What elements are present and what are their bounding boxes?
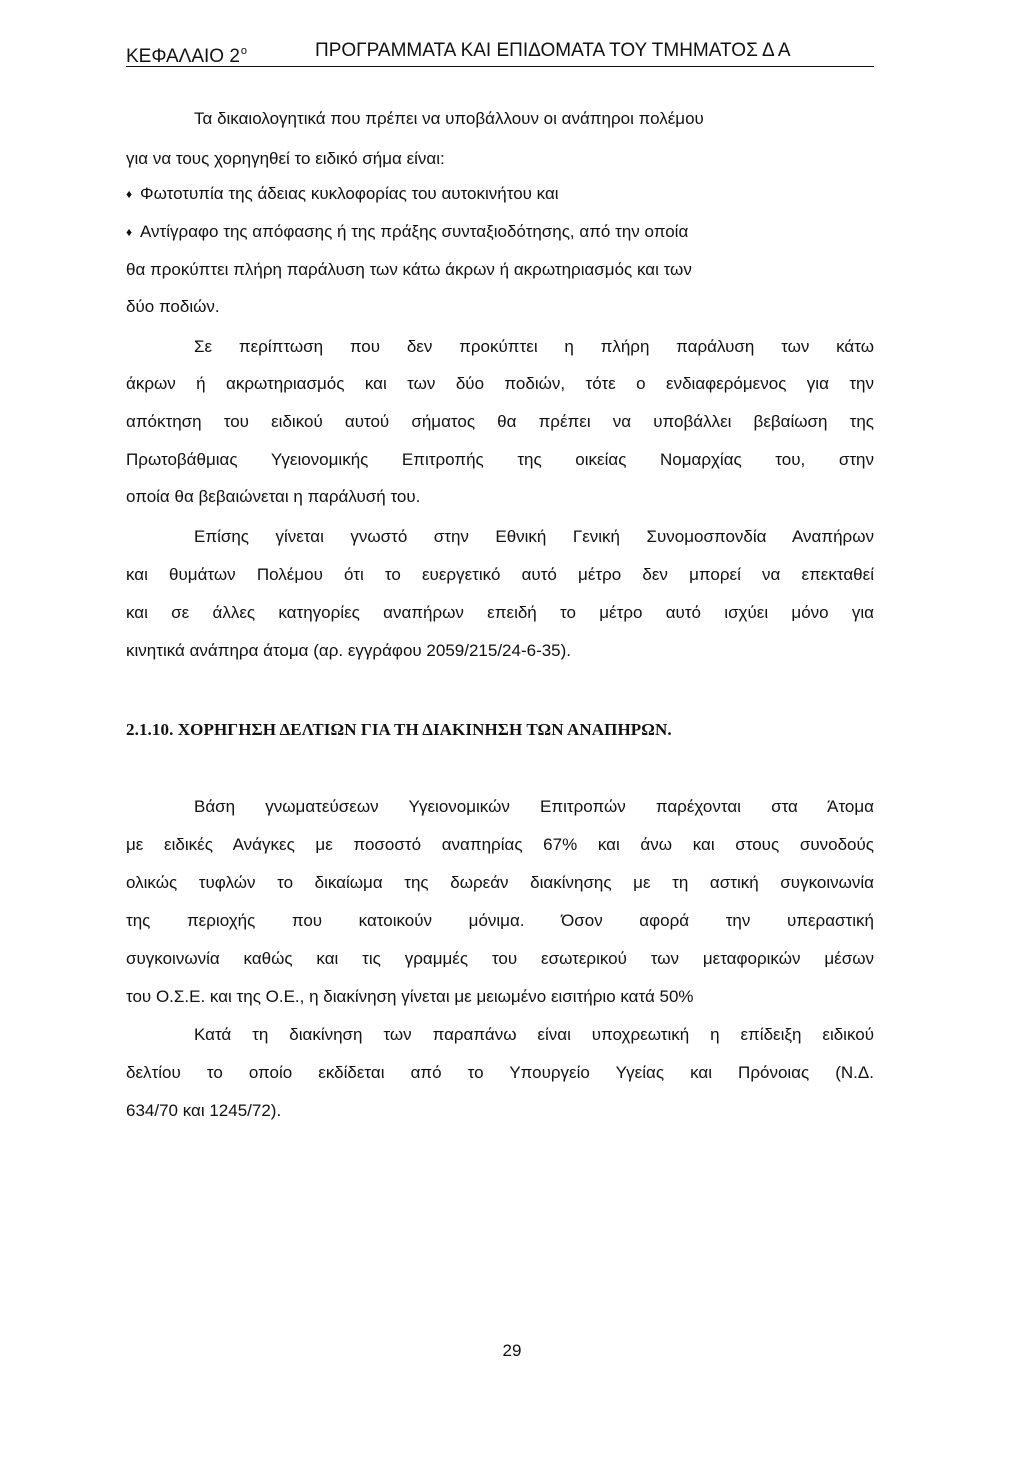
text-line: συγκοινωνία καθώς και τις γραμμές του εσωτερικού των μεταφορικών μέσων <box>126 949 874 968</box>
text-line: δελτίου το οποίο εκδίδεται από το Υπουργείο Υγείας και Πρόνοιας (Ν.Δ. <box>126 1063 874 1082</box>
text-line: Βάση γνωματεύσεων Υγειονομικών Επιτροπών παρέχονται στα Άτομα <box>194 797 874 816</box>
text-line: Κατά τη διακίνηση των παραπάνω είναι υποχρεωτική η επίδειξη ειδικού <box>194 1025 874 1044</box>
running-header <box>126 40 874 67</box>
diamond-bullet-icon: ♦ <box>126 187 133 201</box>
text-line: του Ο.Σ.Ε. και της Ο.Ε., η διακίνηση γίνεται με μειωμένο εισιτήριο κατά 50% <box>126 987 694 1006</box>
chapter-superscript: ο <box>240 45 248 57</box>
text-line: της περιοχής που κατοικούν μόνιμα. Όσον αφορά την υπεραστική <box>126 911 874 930</box>
text-line: Σε περίπτωση που δεν προκύπτει η πλήρη παράλυση των κάτω <box>194 337 874 356</box>
page-number: 29 <box>502 1341 522 1360</box>
text-line: ολικώς τυφλών το δικαίωμα της δωρεάν διακίνησης με τη αστική συγκοινωνία <box>126 873 874 892</box>
chapter-label: ΚΕΦΑΛΑΙΟ $2^o$ <box>126 45 248 67</box>
bullet-continuation: δύο ποδιών. <box>126 297 220 316</box>
text-line: Τα δικαιολογητικά που πρέπει να υποβάλλουν οι ανάπηροι πολέμου <box>194 109 704 128</box>
text-line: άκρων ή ακρωτηριασμός και των δύο ποδιών, τότε ο ενδιαφερόμενος για την <box>126 374 874 393</box>
bullet-continuation: θα προκύπτει πλήρη παράλυση των κάτω άκρων ή ακρωτηριασμός και των <box>126 260 692 279</box>
text-line: για να τους χορηγηθεί το ειδικό σήμα είναι: <box>126 149 445 168</box>
bullet-item <box>126 221 874 243</box>
text-line: Πρωτοβάθμιας Υγειονομικής Επιτροπής της οικείας Νομαρχίας του, στην <box>126 450 874 469</box>
bullet-text: Φωτοτυπία της άδειας κυκλοφορίας του αυτοκινήτου και <box>140 184 559 203</box>
text-line: 634/70 και 1245/72). <box>126 1101 282 1120</box>
text-line: και θυμάτων Πολέμου ότι το ευεργετικό αυτό μέτρο δεν μπορεί να επεκταθεί <box>126 565 874 584</box>
bullet-text: Αντίγραφο της απόφασης ή της πράξης συνταξιοδότησης, από την οποία <box>140 222 689 241</box>
section-heading: 2.1.10. ΧΟΡΗΓΗΣΗ ΔΕΛΤΙΩΝ ΓΙΑ ΤΗ ΔΙΑΚΙΝΗΣΗ ΤΩΝ ΑΝΑΠΗΡΩΝ. <box>126 720 672 739</box>
header-title: ΠΡΟΓΡΑΜΜΑΤΑ ΚΑΙ ΕΠΙΔΟΜΑΤΑ ΤΟΥ ΤΜΗΜΑΤΟΣ Δ Α <box>315 40 791 61</box>
text-line: κινητικά ανάπηρα άτομα (αρ. εγγράφου 2059/215/24-6-35). <box>126 641 572 660</box>
text-line: με ειδικές Ανάγκες με ποσοστό αναπηρίας 67% και άνω και στους συνοδούς <box>126 835 874 854</box>
text-line: απόκτηση του ειδικού αυτού σήματος θα πρέπει να υποβάλλει βεβαίωση της <box>126 412 874 431</box>
bullet-item <box>126 183 874 205</box>
diamond-bullet-icon: ♦ <box>126 225 133 239</box>
text-line: και σε άλλες κατηγορίες αναπήρων επειδή το μέτρο αυτό ισχύει μόνο για <box>126 603 874 622</box>
text-line: οποία θα βεβαιώνεται η παράλυσή του. <box>126 487 421 506</box>
text-line: Επίσης γίνεται γνωστό στην Εθνική Γενική Συνομοσπονδία Αναπήρων <box>194 527 874 546</box>
